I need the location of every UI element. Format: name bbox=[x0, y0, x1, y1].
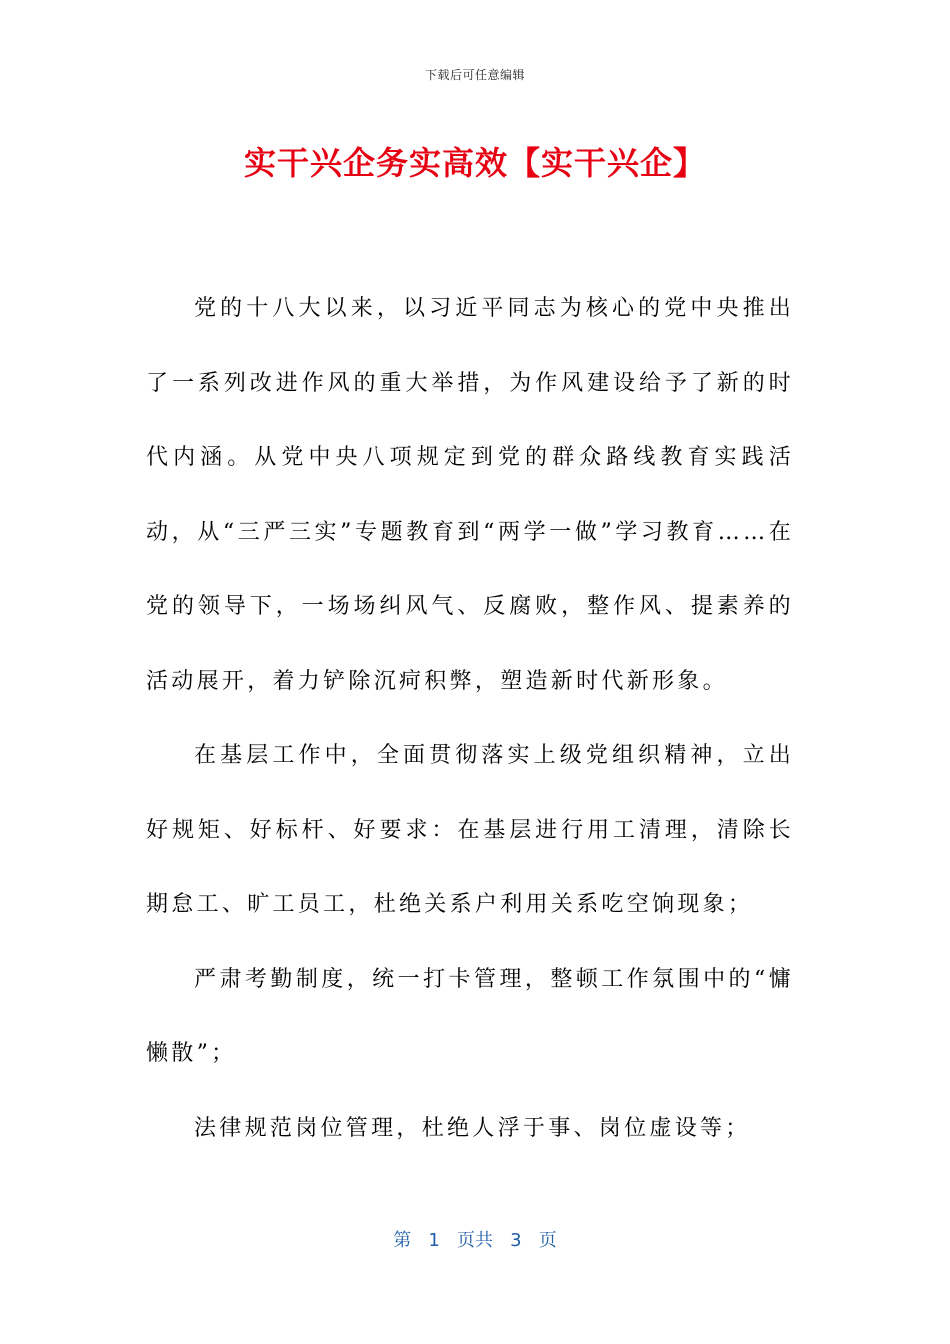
document-title: 实干兴企务实高效【实干兴企】 bbox=[243, 144, 706, 182]
footer-middle: 页共 bbox=[457, 1230, 493, 1251]
paragraph-3: 严肃考勤制度，统一打卡管理，整顿工作氛围中的“慵懒散”； bbox=[146, 966, 794, 1066]
paragraph-2: 在基层工作中，全面贯彻落实上级党组织精神，立出好规矩、好标杆、好要求：在基层进行用工清理，清除长期怠工、旷工员工，杜绝关系户利用关系吃空饷现象； bbox=[146, 743, 794, 917]
footer-current-page: 1 bbox=[428, 1230, 440, 1251]
page-footer bbox=[0, 1226, 950, 1252]
paragraph-4: 法律规范岗位管理，杜绝人浮于事、岗位虚设等； bbox=[194, 1115, 751, 1141]
footer-suffix: 页 bbox=[538, 1230, 557, 1251]
document-body bbox=[146, 272, 794, 1166]
paragraph-1: 党的十八大以来，以习近平同志为核心的党中央推出了一系列改进作风的重大举措，为作风建设给予了新的时代内涵。从党中央八项规定到党的群众路线教育实践活动，从“三严三实”专题教育到“两学一做”学习教育……在党的领导下，一场场纠风气、反腐败，整作风、提素养的活动展开，着力铲除沉疴积弊，塑造新时代新形象。 bbox=[146, 296, 794, 694]
page-header-note: 下载后可任意编辑 bbox=[424, 68, 525, 82]
footer-total-pages: 3 bbox=[510, 1230, 522, 1251]
footer-prefix: 第 bbox=[393, 1230, 412, 1251]
